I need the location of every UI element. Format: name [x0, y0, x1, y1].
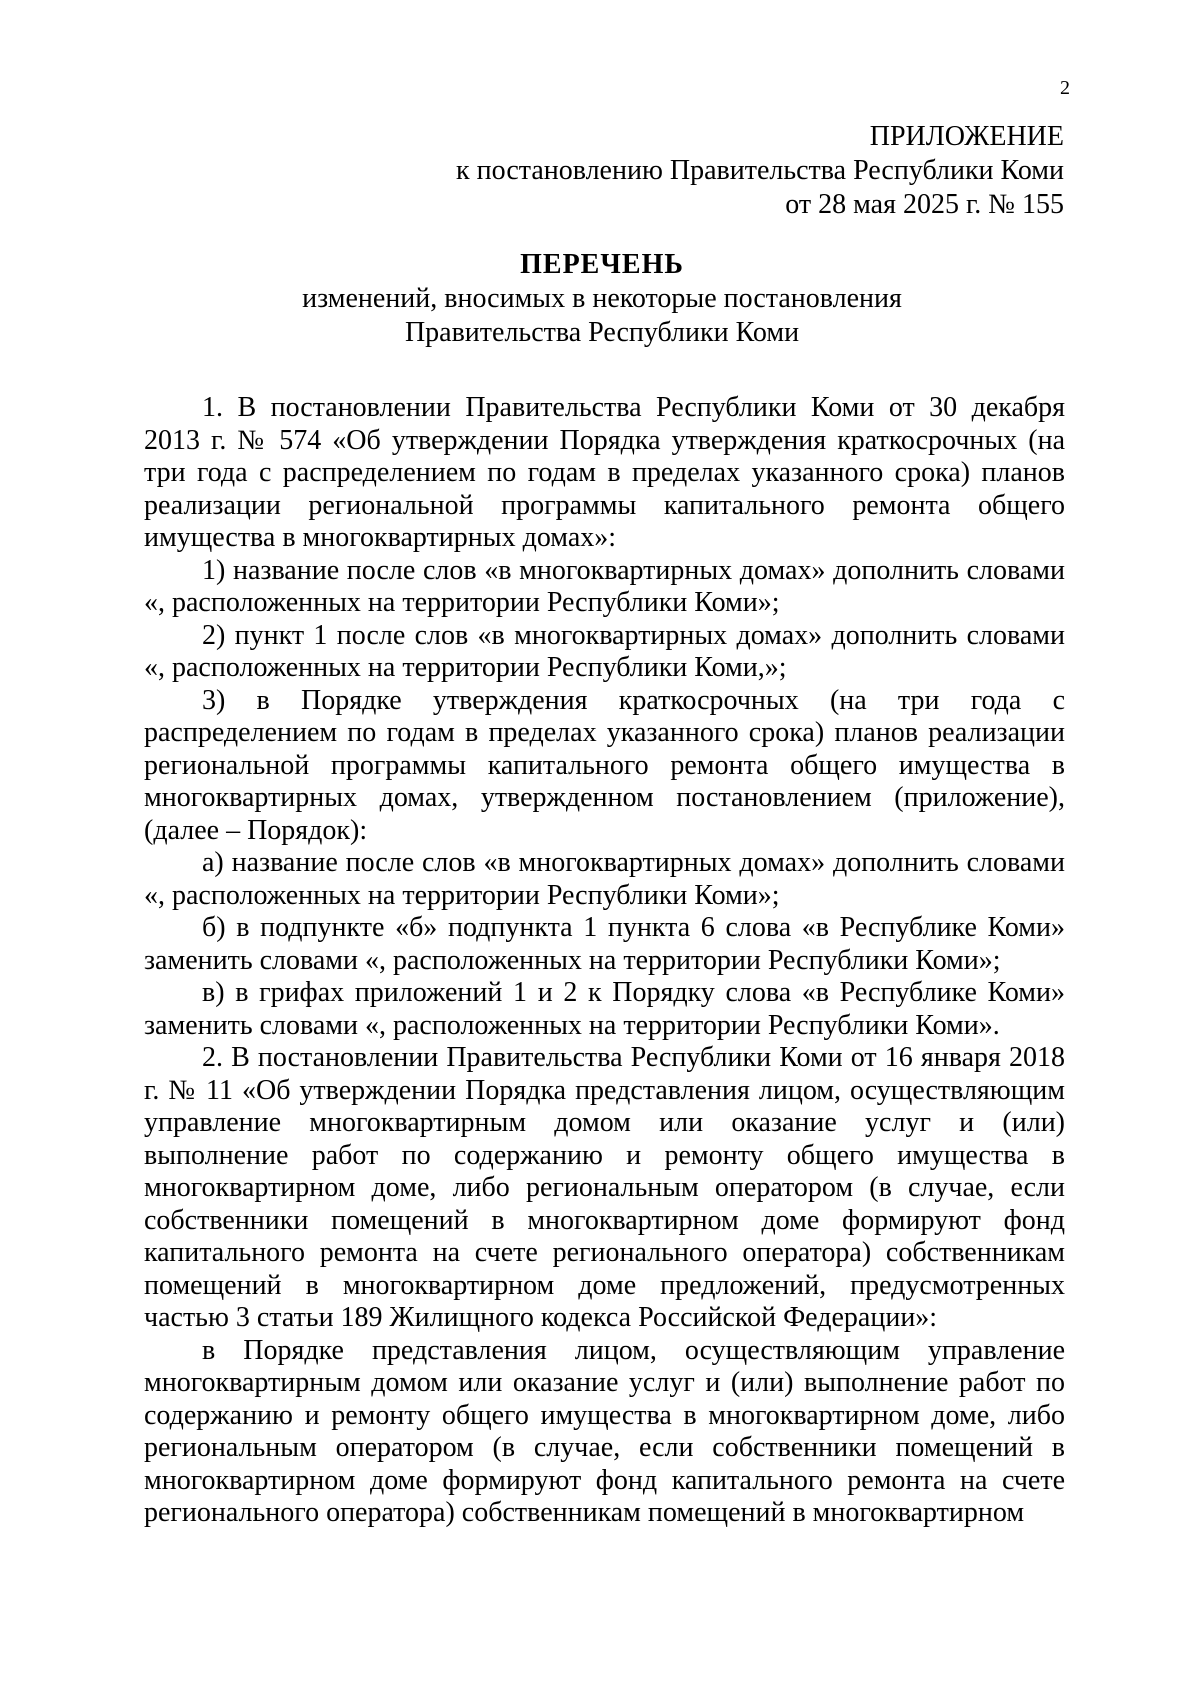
page-number: 2 — [1060, 77, 1070, 99]
document-title: ПЕРЕЧЕНЬ — [520, 249, 684, 280]
paragraph-subitem-b: б) в подпункте «б» подпункта 1 пункта 6 слова «в Республике Коми» заменить словами «, расположенных на территории Республики Коми»; — [144, 912, 1065, 976]
paragraph-item-1: 1. В постановлении Правительства Республики Коми от 30 декабря 2013 г. № 574 «Об утверждении Порядка утверждения краткосрочных (на три года с распределением по годам в пределах указанного срока) планов реализации региональной программы капитального ремонта общего имущества в многоквартирных домах»: — [144, 392, 1065, 553]
approval-reference: к постановлению Правительства Республики Коми — [456, 155, 1064, 186]
document-body — [144, 392, 1065, 1530]
paragraph-subitem-2: 2) пункт 1 после слов «в многоквартирных домах» дополнить словами «, расположенных на территории Республики Коми,»; — [144, 619, 1065, 683]
paragraph-subitem-v: в) в грифах приложений 1 и 2 к Порядку слова «в Республике Коми» заменить словами «, расположенных на территории Республики Коми». — [144, 977, 1065, 1041]
paragraph-subitem-1: 1) название после слов «в многоквартирных домах» дополнить словами «, расположенных на территории Республики Коми»; — [144, 554, 1065, 618]
document-heading — [140, 248, 1064, 350]
document-subtitle-line-2: Правительства Республики Коми — [404, 317, 800, 348]
approval-block — [140, 120, 1064, 222]
paragraph-item-2-text: в Порядке представления лицом, осуществляющим управление многоквартирным домом или оказание услуг и (или) выполнение работ по содержанию и ремонту общего имущества в многоквартирном доме, либо региональным оператором (в случае, если собственники помещений в многоквартирном доме формируют фонд капитального ремонта на счете регионального оператора) собственникам помещений в многоквартирном — [144, 1334, 1065, 1528]
paragraph-subitem-a: а) название после слов «в многоквартирных домах» дополнить словами «, расположенных на территории Республики Коми»; — [144, 847, 1065, 911]
approval-date: от 28 мая 2025 г. № 155 — [785, 189, 1064, 220]
paragraph-item-2: 2. В постановлении Правительства Республики Коми от 16 января 2018 г. № 11 «Об утверждении Порядка представления лицом, осуществляющим управление многоквартирным домом или оказание услуг и (или) выполнение работ по содержанию и ремонту общего имущества в многоквартирном доме, либо региональным оператором (в случае, если собственники помещений в многоквартирном доме формируют фонд капитального ремонта на счете регионального оператора) собственникам помещений в многоквартирном доме предложений, предусмотренных частью 3 статьи 189 Жилищного кодекса Российской Федерации»: — [144, 1042, 1065, 1333]
paragraph-subitem-3: 3) в Порядке утверждения краткосрочных (на три года с распределением по годам в пределах указанного срока) планов реализации региональной программы капитального ремонта общего имущества в многоквартирных домах, утвержденном постановлением (приложение), (далее – Порядок): — [144, 684, 1065, 846]
document-subtitle-line-1: изменений, вносимых в некоторые постановления — [302, 283, 902, 314]
approval-title: ПРИЛОЖЕНИЕ — [869, 121, 1064, 152]
